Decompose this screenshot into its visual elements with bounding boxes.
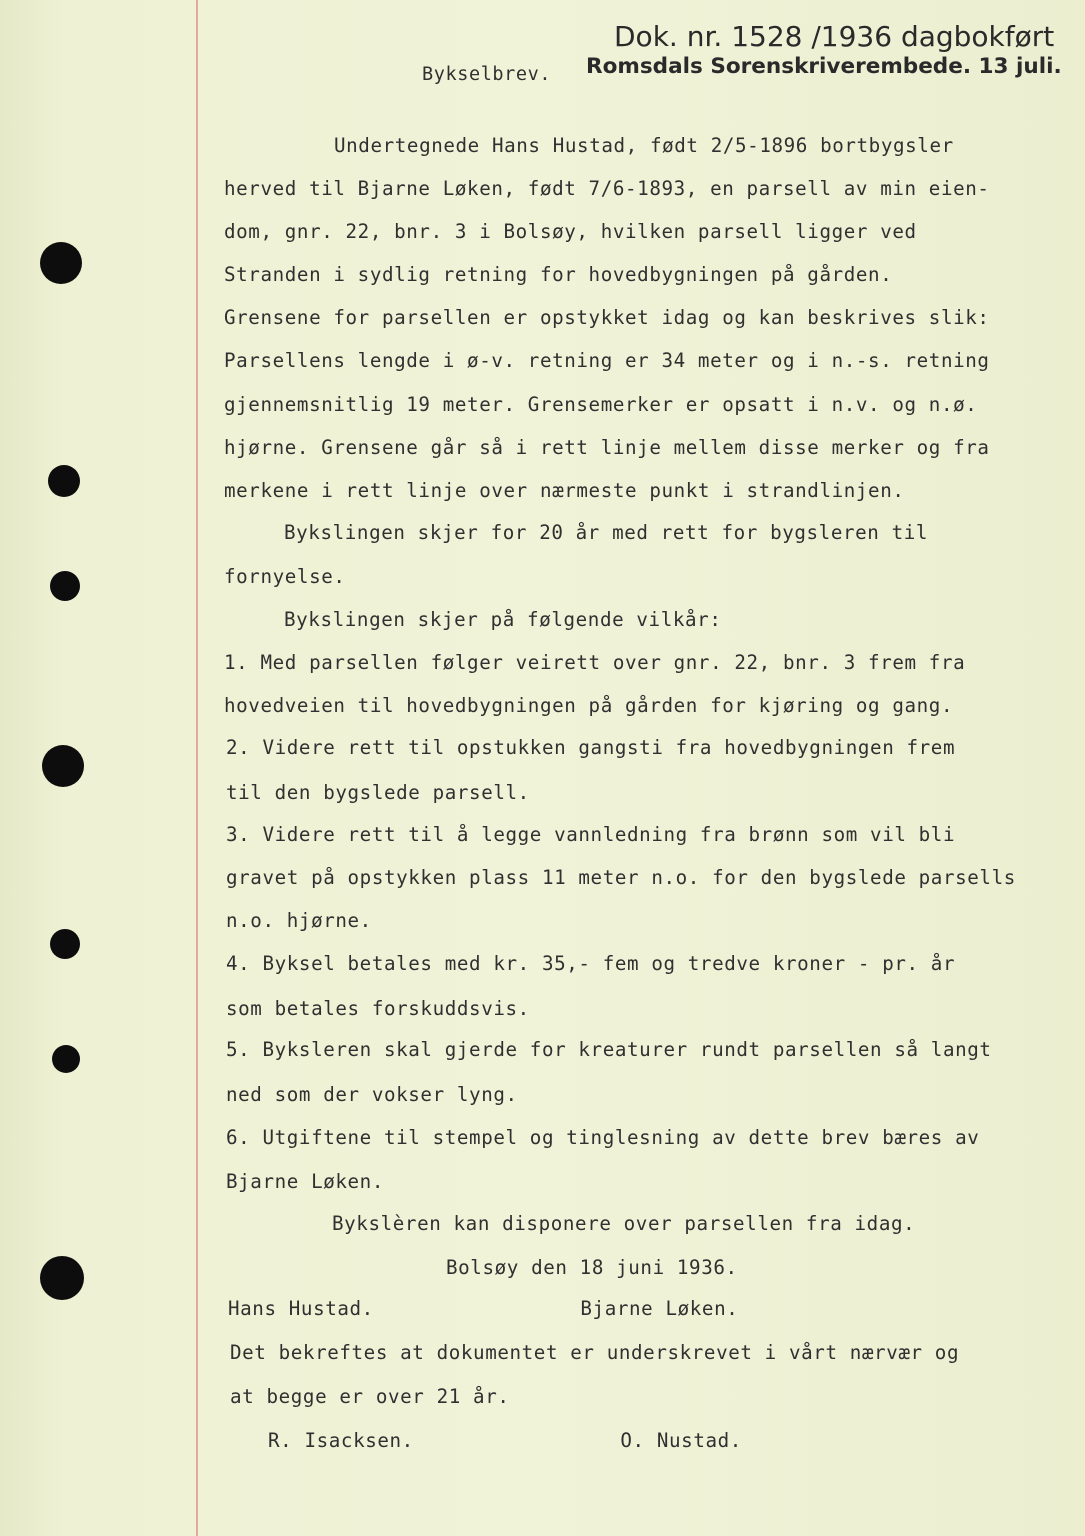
text-line: gravet på opstykken plass 11 meter n.o. for den bygslede parsells bbox=[226, 866, 1016, 889]
text-line: Det bekreftes at dokumentet er underskrevet i vårt nærvær og bbox=[230, 1341, 960, 1364]
text-line: 1. Med parsellen følger veirett over gnr. 22, bnr. 3 frem fra bbox=[224, 651, 966, 674]
punch-hole bbox=[40, 1256, 84, 1300]
text-line: 6. Utgiftene til stempel og tinglesning av dette brev bæres av bbox=[226, 1126, 980, 1149]
witness-signatures-line: R. Isacksen. O. Nustad. bbox=[268, 1429, 742, 1452]
punch-hole bbox=[42, 745, 84, 787]
text-line: merkene i rett linje over nærmeste punkt i strandlinjen. bbox=[224, 479, 905, 502]
text-line: hjørne. Grensene går så i rett linje mellem disse merker og fra bbox=[224, 436, 990, 459]
text-line: Parsellens lengde i ø-v. retning er 34 meter og i n.-s. retning bbox=[224, 349, 990, 372]
text-line: 5. Byksleren skal gjerde for kreaturer rundt parsellen så langt bbox=[226, 1038, 992, 1061]
text-line: ned som der vokser lyng. bbox=[226, 1083, 518, 1106]
text-line: dom, gnr. 22, bnr. 3 i Bolsøy, hvilken parsell ligger ved bbox=[224, 220, 917, 243]
punch-hole bbox=[40, 242, 82, 284]
punch-hole bbox=[50, 571, 80, 601]
text-line: Bykslèren kan disponere over parsellen fra idag. bbox=[332, 1212, 916, 1235]
text-line: herved til Bjarne Løken, født 7/6-1893, en parsell av min eien- bbox=[224, 177, 990, 200]
registry-stamp-line-1: Dok. nr. 1528 /1936 dagbokført bbox=[614, 20, 1055, 53]
margin-rule bbox=[196, 0, 198, 1536]
text-line: Grensene for parsellen er opstykket idag og kan beskrives slik: bbox=[224, 306, 990, 329]
text-line: 4. Byksel betales med kr. 35,- fem og tredve kroner - pr. år bbox=[226, 952, 956, 975]
text-line: Undertegnede Hans Hustad, født 2/5-1896 bortbygsler bbox=[334, 134, 954, 157]
text-line: n.o. hjørne. bbox=[226, 909, 372, 932]
text-line: fornyelse. bbox=[224, 565, 346, 588]
text-line: gjennemsnitlig 19 meter. Grensemerker er opsatt i n.v. og n.ø. bbox=[224, 393, 978, 416]
place-date-line: Bolsøy den 18 juni 1936. bbox=[446, 1256, 738, 1279]
signatures-line: Hans Hustad. Bjarne Løken. bbox=[228, 1297, 739, 1320]
text-line: Stranden i sydlig retning for hovedbygningen på gården. bbox=[224, 263, 893, 286]
punch-hole bbox=[50, 929, 80, 959]
text-line: hovedveien til hovedbygningen på gården for kjøring og gang. bbox=[224, 694, 954, 717]
text-line: at begge er over 21 år. bbox=[230, 1385, 510, 1408]
text-line: Bykslingen skjer på følgende vilkår: bbox=[284, 608, 722, 631]
punch-hole bbox=[48, 465, 80, 497]
text-line: Bjarne Løken. bbox=[226, 1170, 384, 1193]
registry-stamp-line-2: Romsdals Sorenskriverembede. 13 juli. bbox=[586, 54, 1062, 79]
text-line: 3. Videre rett til å legge vannledning fra brønn som vil bli bbox=[226, 823, 956, 846]
document-title: Bykselbrev. bbox=[422, 64, 552, 85]
punch-hole bbox=[52, 1045, 80, 1073]
text-line: til den bygslede parsell. bbox=[226, 781, 530, 804]
text-line: som betales forskuddsvis. bbox=[226, 997, 530, 1020]
text-line: 2. Videre rett til opstukken gangsti fra hovedbygningen frem bbox=[226, 736, 956, 759]
text-line: Bykslingen skjer for 20 år med rett for bygsleren til bbox=[284, 521, 929, 544]
